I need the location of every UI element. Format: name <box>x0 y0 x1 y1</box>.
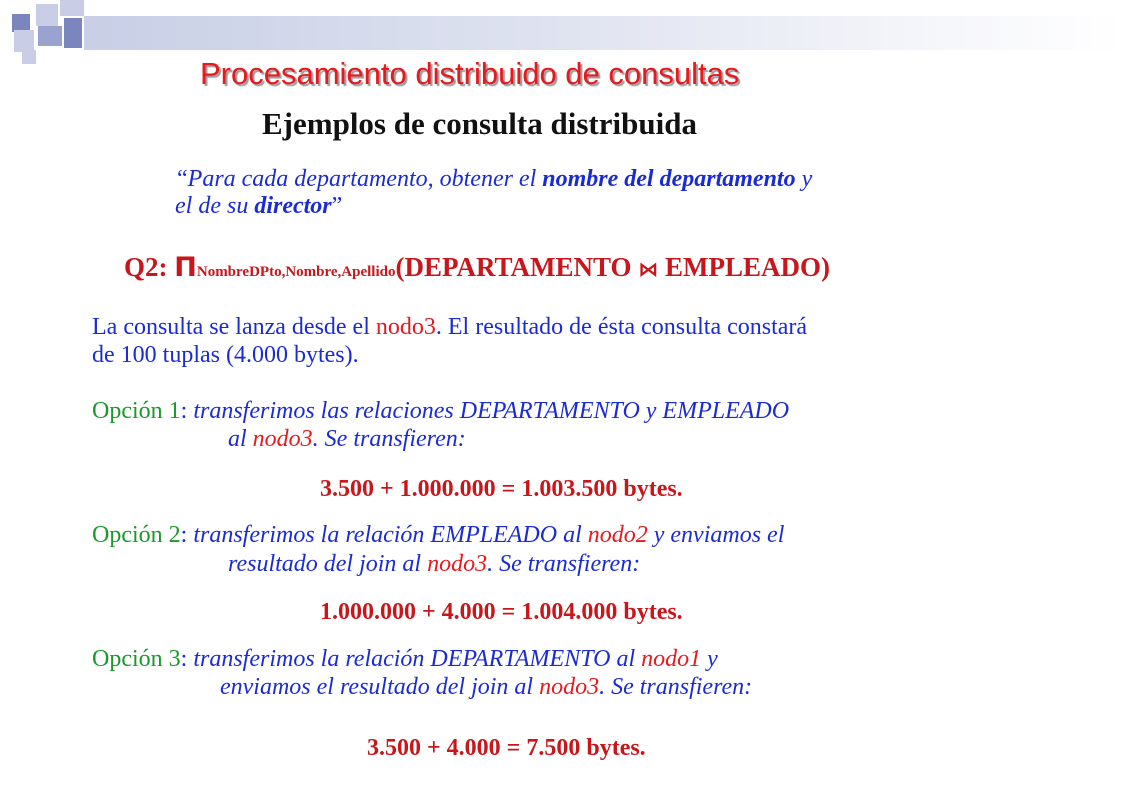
node-name: nodo3 <box>539 674 600 700</box>
option-3-result: 3.500 + 4.000 = 7.500 bytes. <box>367 735 646 761</box>
projection-attributes: NombreDPto,Nombre,Apellido <box>196 264 396 280</box>
option-1-line-2 <box>228 426 466 453</box>
option-2-line-2 <box>228 551 640 578</box>
open-quote: “ <box>177 166 188 192</box>
option-separator: : <box>180 522 194 548</box>
projection-symbol: Π <box>174 252 197 283</box>
page-subtitle: Ejemplos de consulta distribuida <box>262 106 697 141</box>
intro-line-1 <box>92 314 807 341</box>
close-quote: ” <box>331 193 343 219</box>
option-1-result: 3.500 + 1.000.000 = 1.003.500 bytes. <box>320 476 683 502</box>
option-text: transferimos la relación DEPARTAMENTO al <box>193 646 642 672</box>
option-text: enviamos el resultado del join al <box>220 674 540 700</box>
option-label: Opción 3 <box>92 646 181 672</box>
decor-square <box>64 18 82 48</box>
decor-square <box>60 0 84 16</box>
question-text: y <box>795 166 813 192</box>
option-text: . Se transfieren: <box>312 426 466 452</box>
node-name: nodo1 <box>641 646 702 672</box>
question-bold-text: nombre del departamento <box>542 166 796 192</box>
node-name: nodo3 <box>427 551 488 577</box>
option-3-line-1 <box>92 646 718 673</box>
join-symbol: ⋈ <box>638 257 659 281</box>
option-2-line-1 <box>92 522 784 549</box>
query-label: Q2: <box>124 252 175 282</box>
decor-square <box>36 4 58 26</box>
decor-square <box>38 26 62 46</box>
option-text: y <box>701 646 718 672</box>
option-1-line-1 <box>92 398 789 425</box>
option-text: transferimos las relaciones DEPARTAMENTO y EMPLEADO <box>193 398 790 424</box>
option-text: al <box>228 426 253 452</box>
intro-text: . El resultado de ésta consulta constará <box>435 314 808 340</box>
option-separator: : <box>180 646 194 672</box>
node-name: nodo3 <box>252 426 313 452</box>
option-text: transferimos la relación EMPLEADO al <box>193 522 588 548</box>
query-relation: (DEPARTAMENTO <box>395 252 639 282</box>
question-text: el de su <box>175 193 255 219</box>
option-label: Opción 2 <box>92 522 181 548</box>
option-label: Opción 1 <box>92 398 181 424</box>
question-line-1 <box>177 166 812 193</box>
node-name: nodo3 <box>375 314 436 340</box>
header-gradient-bar <box>84 16 1122 50</box>
question-text: Para cada departamento, obtener el <box>187 166 543 192</box>
option-text: resultado del join al <box>228 551 428 577</box>
query-relation: EMPLEADO) <box>658 252 831 282</box>
option-text: . Se transfieren: <box>487 551 641 577</box>
intro-text: La consulta se lanza desde el <box>92 314 376 340</box>
option-text: y enviamos el <box>647 522 785 548</box>
option-2-result: 1.000.000 + 4.000 = 1.004.000 bytes. <box>320 599 683 625</box>
option-3-line-2 <box>220 674 752 701</box>
intro-line-2: de 100 tuplas (4.000 bytes). <box>92 342 359 368</box>
decor-square <box>22 50 36 64</box>
page-title: Procesamiento distribuido de consultas <box>200 56 740 91</box>
node-name: nodo2 <box>587 522 648 548</box>
option-separator: : <box>180 398 194 424</box>
query-expression <box>124 252 830 283</box>
question-bold-text: director <box>254 193 332 219</box>
decor-square <box>14 30 34 52</box>
option-text: . Se transfieren: <box>599 674 753 700</box>
question-line-2 <box>175 193 342 220</box>
